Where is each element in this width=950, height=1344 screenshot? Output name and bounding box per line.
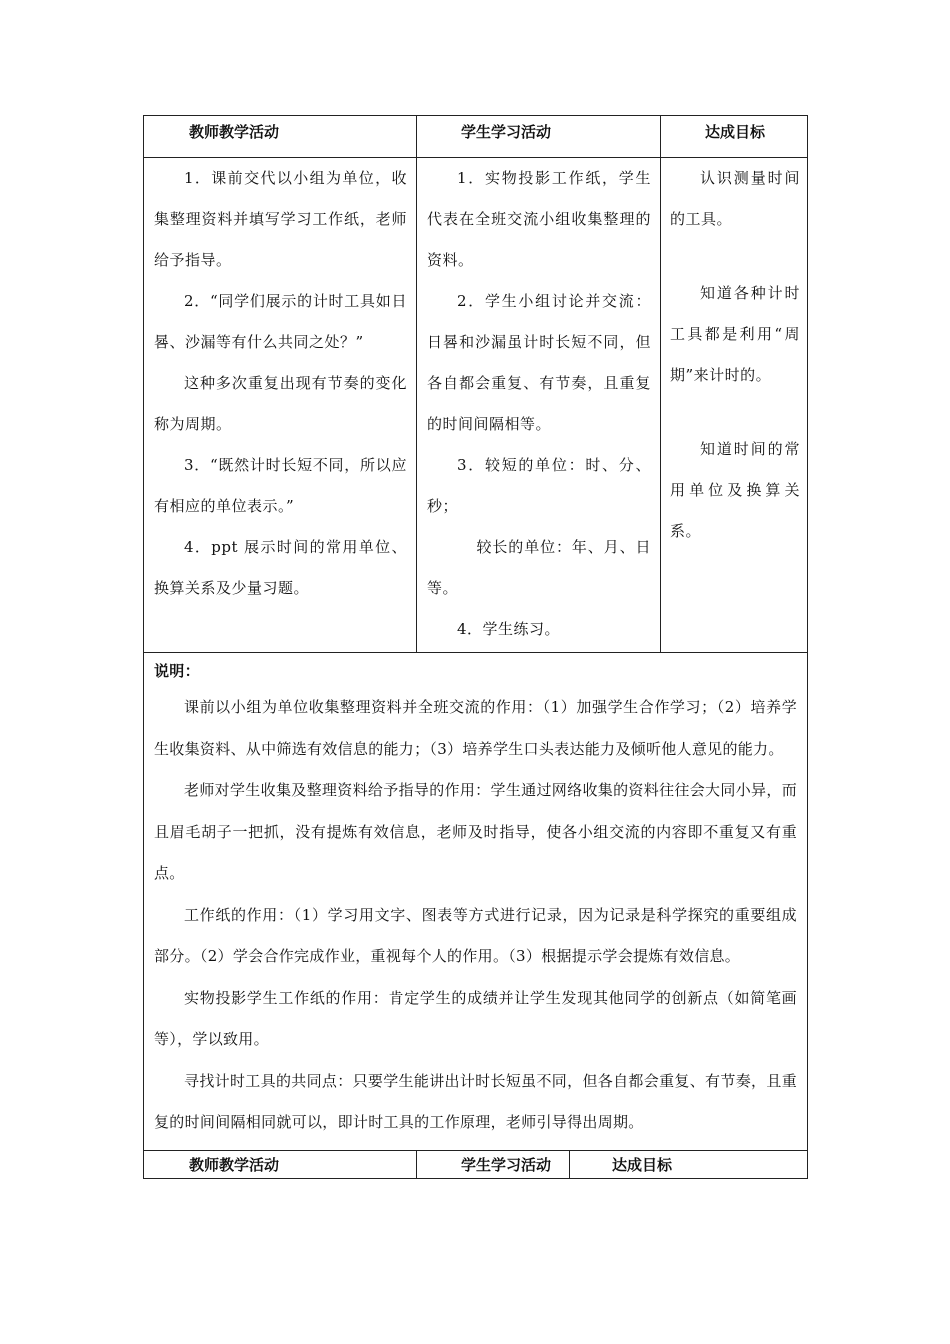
goal-cell bbox=[661, 158, 808, 653]
goal-item-1: 认识测量时间的工具。 bbox=[670, 169, 800, 228]
student-item-3: 3．较短的单位：时、分、秒； bbox=[427, 456, 651, 515]
explanation-paragraph: 工作纸的作用：（1）学习用文字、图表等方式进行记录，因为记录是科学探究的重要组成部分。（2）学会合作完成作业，重视每个人的作用。（3）根据提示学会提炼有效信息。 bbox=[154, 905, 797, 965]
teacher-item-3: 3．“既然计时长短不同，所以应有相应的单位表示。” bbox=[154, 456, 407, 515]
header2-goal: 达成目标 bbox=[570, 1150, 808, 1178]
header-goal: 达成目标 bbox=[661, 116, 808, 158]
teacher-item-1: 1．课前交代以小组为单位，收集整理资料并填写学习工作纸，老师给予指导。 bbox=[154, 169, 407, 269]
teacher-item-2-note: 这种多次重复出现有节奏的变化称为周期。 bbox=[154, 374, 407, 433]
explanation-paragraph: 课前以小组为单位收集整理资料并全班交流的作用：（1）加强学生合作学习；（2）培养学生收集资料、从中筛选有效信息的能力；（3）培养学生口头表达能力及倾听他人意见的能力。 bbox=[154, 698, 797, 758]
explanation-row bbox=[144, 653, 808, 1151]
explanation-title: 说明： bbox=[154, 662, 200, 680]
teacher-activity-cell bbox=[144, 158, 417, 653]
activity-content-row bbox=[144, 158, 808, 653]
student-item-4: 4．学生练习。 bbox=[457, 620, 561, 638]
explanation-paragraph: 老师对学生收集及整理资料给予指导的作用：学生通过网络收集的资料往往会大同小异，而且眉毛胡子一把抓，没有提炼有效信息，老师及时指导，使各小组交流的内容即不重复又有重点。 bbox=[154, 781, 797, 882]
header-teacher-activity: 教师教学活动 bbox=[144, 116, 417, 158]
table2-header-row bbox=[144, 1150, 808, 1178]
student-activity-cell bbox=[417, 158, 661, 653]
table-header-row bbox=[144, 116, 808, 158]
explanation-cell bbox=[144, 653, 808, 1151]
teacher-item-2: 2．“同学们展示的计时工具如日晷、沙漏等有什么共同之处？” bbox=[154, 292, 407, 351]
header2-teacher-activity: 教师教学活动 bbox=[144, 1150, 417, 1178]
teacher-item-4: 4．ppt 展示时间的常用单位、换算关系及少量习题。 bbox=[154, 538, 407, 597]
activity-table bbox=[143, 115, 808, 1151]
student-item-3-cont: 较长的单位：年、月、日等。 bbox=[427, 538, 651, 597]
goal-item-2: 知道各种计时工具都是利用“周期”来计时的。 bbox=[670, 284, 800, 384]
header2-student-activity: 学生学习活动 bbox=[417, 1150, 570, 1178]
student-item-1: 1．实物投影工作纸，学生代表在全班交流小组收集整理的资料。 bbox=[427, 169, 651, 269]
lesson-plan-document bbox=[143, 115, 807, 1179]
header-student-activity: 学生学习活动 bbox=[417, 116, 661, 158]
goal-item-3: 知道时间的常用单位及换算关系。 bbox=[670, 440, 800, 540]
explanation-paragraph: 实物投影学生工作纸的作用：肯定学生的成绩并让学生发现其他同学的创新点（如简笔画等），学以致用。 bbox=[154, 988, 797, 1048]
activity-table-2 bbox=[143, 1150, 808, 1179]
explanation-paragraph: 寻找计时工具的共同点：只要学生能讲出计时长短虽不同，但各自都会重复、有节奏，且重复的时间间隔相同就可以，即计时工具的工作原理，老师引导得出周期。 bbox=[154, 1071, 797, 1131]
student-item-2: 2．学生小组讨论并交流：日晷和沙漏虽计时长短不同，但各自都会重复、有节奏，且重复的时间间隔相等。 bbox=[427, 292, 651, 433]
